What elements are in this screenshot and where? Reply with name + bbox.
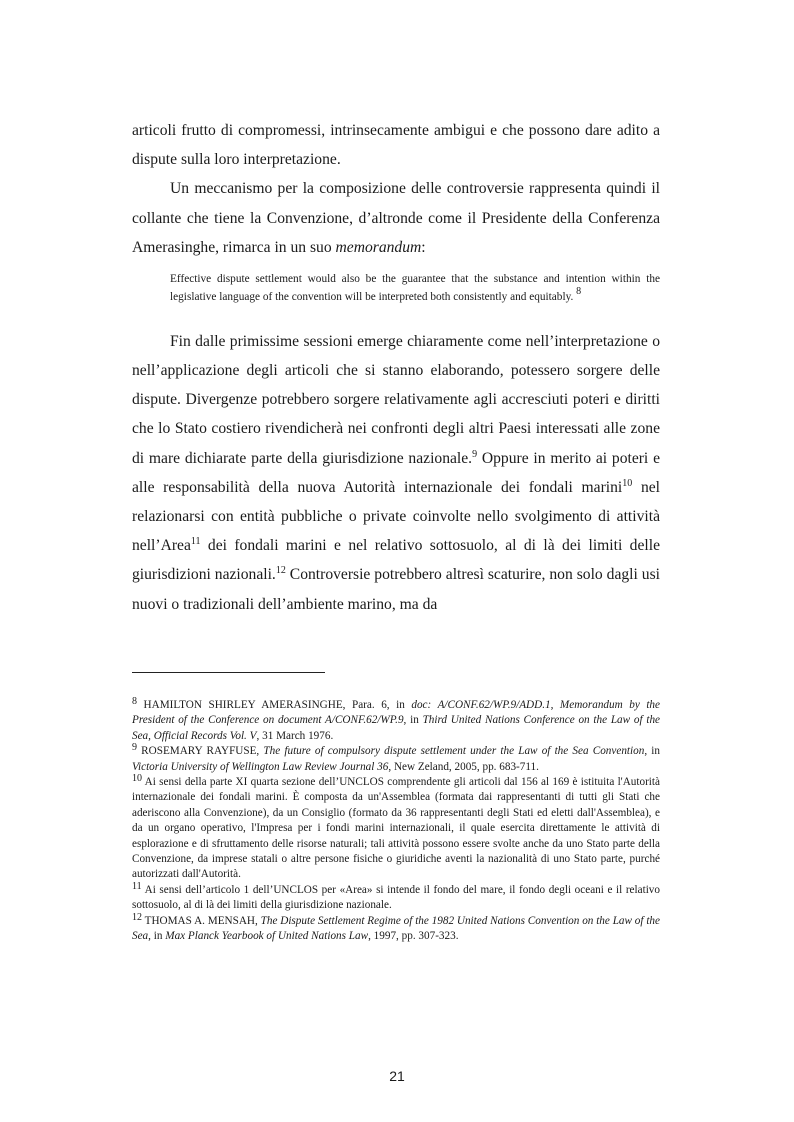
footnote-ref-10[interactable]: 10 bbox=[622, 477, 633, 489]
page-number: 21 bbox=[389, 1068, 405, 1084]
footnote-ref-12[interactable]: 12 bbox=[275, 565, 286, 577]
footnote-8-source: Third United Nations Conference on the Law of the Sea, Official Records Vol. V bbox=[132, 714, 660, 742]
paragraph-3 bbox=[132, 327, 660, 619]
footnote-9-number: 9 bbox=[132, 742, 137, 754]
footnote-12 bbox=[132, 911, 660, 945]
paragraph-1: articoli frutto di compromessi, intrinsecamente ambigui e che possono dare adito a dispute sulla loro interpretazione. bbox=[132, 122, 660, 169]
footnote-11 bbox=[132, 880, 660, 914]
footnote-11-text: Ai sensi dell’articolo 1 dell’UNCLOS per «Area» si intende il fondo del mare, il fondo degli oceani e il relativo sottosuolo, al di là dei limiti della giurisdizione nazionale. bbox=[132, 883, 660, 912]
footnote-separator bbox=[132, 672, 325, 673]
footnote-10-number: 10 bbox=[132, 773, 142, 785]
paragraph-2 bbox=[132, 174, 660, 262]
footnote-ref-8[interactable]: 8 bbox=[576, 286, 582, 298]
paragraph-3-text-b: Oppure in merito ai poteri e alle responsabilità della nuova Autorità internazionale dei fondali marini bbox=[132, 449, 660, 496]
footnote-8-date: , 31 March 1976. bbox=[256, 729, 334, 742]
footnote-10-text: Ai sensi della parte XI quarta sezione dell’UNCLOS comprendente gli articoli dal 156 al 169 è istituita l'Autorità internazionale dei fondali marini. È composta da un'Assemblea (formata dai rappresentanti di tutti gli Stati che aderiscono alla Convenzione), da un Consiglio (formato da 36 rappresentanti degli Stati ed eletti dall'Assemblea), e da un organo operativo, l'Impresa per i fondi marini internazionali, il quale esercita direttamente le attività di esplorazione e di sfruttamento delle risorse naturali; tali attività possono essere svolte anche da uno Stato parte della Convenzione, da imprese statali o altre persone fisiche o giuridiche aventi la nazionalità di uno Stato parte, purché autorizzati dall'Autorità. bbox=[132, 776, 660, 881]
paragraph-3-text-d: dei fondali marini e nel relativo sottosuolo, al di là dei limiti delle giurisdizioni nazionali. bbox=[132, 537, 660, 584]
footnote-8-doc: doc: A/CONF.62/WP.9/ADD.1, Memorandum by the President of the Conference on document A/CONF.62/WP.9 bbox=[132, 699, 660, 727]
paragraph-2-text: Un meccanismo per la composizione delle controversie rappresenta quindi il collante che tiene la Convenzione, d’altronde come il Presidente della Conferenza Amerasinghe, rimarca in un suo bbox=[132, 180, 660, 256]
paragraph-3-text-e: Controversie potrebbero altresì scaturire, non solo dagli usi nuovi o tradizionali dell’ambiente marino, ma da bbox=[132, 566, 660, 613]
footnote-10 bbox=[132, 775, 660, 883]
footnote-ref-9[interactable]: 9 bbox=[472, 448, 478, 460]
footnote-8-author: HAMILTON SHIRLEY AMERASINGHE, Para. 6, in bbox=[137, 699, 412, 711]
footnote-9-in: , in bbox=[644, 745, 661, 758]
footnote-9-author: ROSEMARY RAYFUSE, bbox=[137, 745, 264, 758]
footnotes bbox=[132, 698, 660, 945]
footnote-9-title: The future of compulsory dispute settlement under the Law of the Sea Convention bbox=[263, 745, 645, 758]
footnote-8-in: , in bbox=[403, 714, 423, 727]
footnote-11-number: 11 bbox=[132, 880, 142, 892]
paragraph-3-text-c: nel relazionarsi con entità pubbliche o private coinvolte nello svolgimento di attività nell’Area bbox=[132, 478, 660, 555]
footnote-9 bbox=[132, 744, 660, 775]
footnote-9-pages: , New Zeland, 2005, pp. 683-711. bbox=[388, 760, 539, 773]
paragraph-3-text-a: Fin dalle primissime sessioni emerge chiaramente come nell’interpretazione o nell’applicazione degli articoli che si stanno elaborando, potessero sorgere delle dispute. Divergenze potrebbero sorgere relativamente agli accresciuti poteri e diritti che lo Stato costiero rivendicherà nei confronti degli altri Paesi interessati alle zone di mare dichiarate parte della giurisdizione nazionale. bbox=[132, 332, 660, 467]
footnote-12-in: , in bbox=[148, 930, 166, 943]
paragraph-2-colon: : bbox=[421, 238, 426, 256]
block-quote bbox=[170, 270, 660, 307]
page-body bbox=[132, 0, 660, 619]
footnote-12-yearbook: Max Planck Yearbook of United Nations Law bbox=[165, 930, 369, 943]
footnote-12-pages: , 1997, pp. 307-323. bbox=[368, 930, 459, 943]
footnote-ref-11[interactable]: 11 bbox=[190, 536, 201, 548]
footnote-12-title: The Dispute Settlement Regime of the 1982 United Nations Convention on the Law of the Sea bbox=[132, 914, 660, 943]
footnote-9-journal: Victoria University of Wellington Law Review Journal 36 bbox=[132, 760, 389, 773]
block-quote-text: Effective dispute settlement would also be the guarantee that the substance and intention within the legislative language of the convention will be interpreted both consistently and equitably. bbox=[170, 273, 660, 304]
footnote-12-author: THOMAS A. MENSAH, bbox=[142, 914, 261, 927]
footnote-8-number: 8 bbox=[132, 696, 137, 707]
memorandum-term: memorandum bbox=[335, 238, 422, 256]
footnote-8 bbox=[132, 698, 660, 744]
footnote-12-number: 12 bbox=[132, 911, 142, 923]
